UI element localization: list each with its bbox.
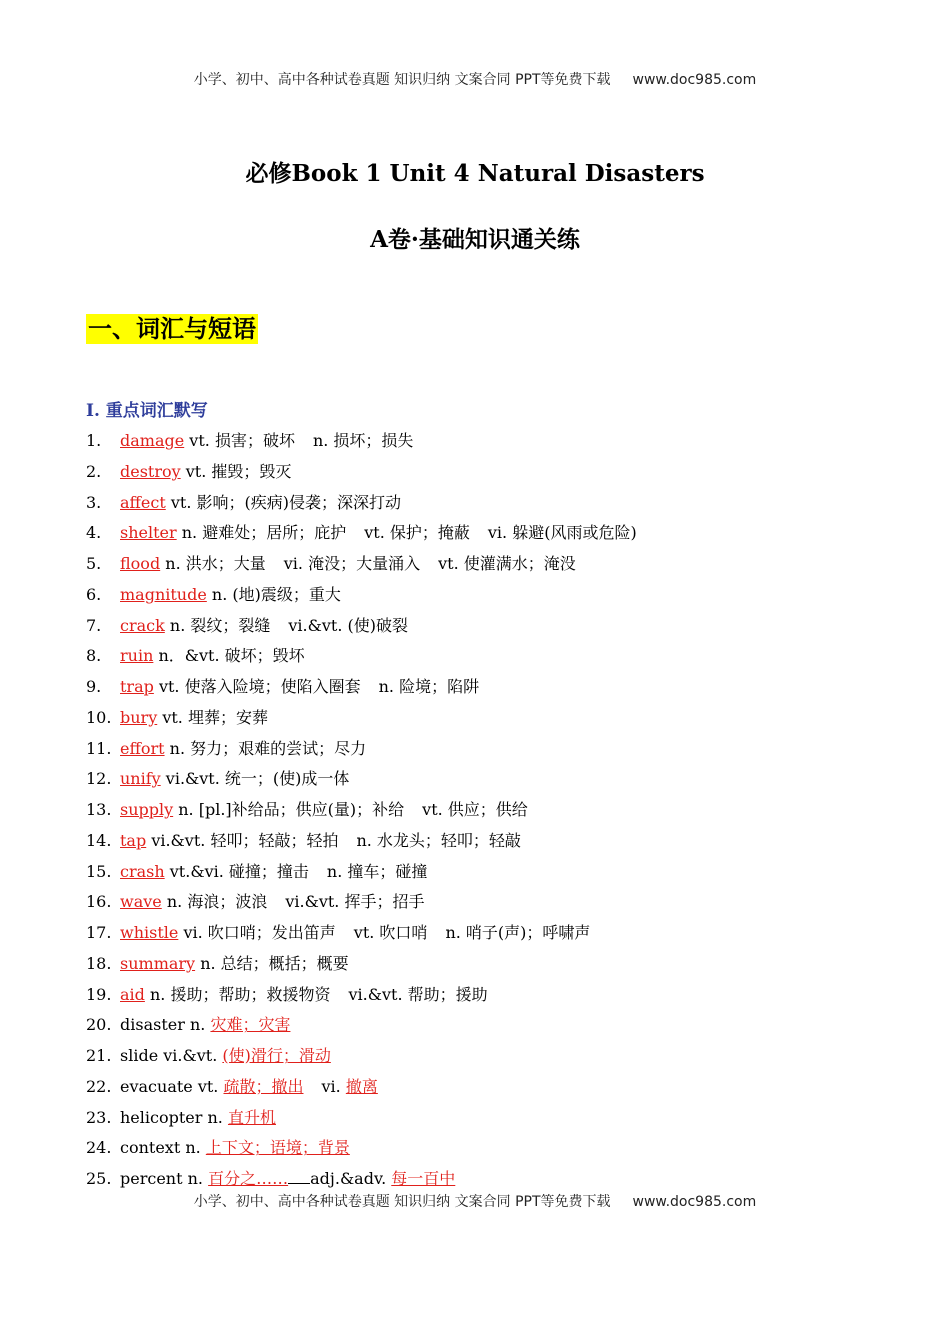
item-number: 1. — [86, 431, 102, 450]
item-number: 21. — [86, 1046, 112, 1065]
vocab-item — [86, 980, 637, 1011]
item-number: 4. — [86, 523, 102, 543]
answer-word: damage — [120, 431, 185, 450]
item-number: 2. — [86, 461, 102, 481]
answer-word: affect — [120, 492, 166, 512]
header-site-link[interactable]: www.doc985.com — [632, 72, 757, 88]
answer-meaning: (使)滑行；滑动 — [222, 1046, 331, 1065]
document-title: 必修Book 1 Unit 4 Natural Disasters — [245, 160, 705, 187]
definition: vi. 吹口哨；发出笛声 — [183, 923, 336, 942]
answer-meaning: 直升机 — [227, 1107, 276, 1127]
answer-word: unify — [120, 769, 161, 789]
word-pos: percent n. — [120, 1169, 203, 1188]
answer-word: ruin — [120, 646, 154, 666]
definition: vi. 躲避(风雨或危险) — [487, 523, 637, 543]
answer-word: aid — [120, 984, 145, 1004]
definition: vt. 供应；供给 — [422, 800, 528, 819]
word-pos: context n. — [120, 1138, 201, 1158]
answer-meaning: 每一百中 — [391, 1169, 456, 1188]
definition: vt. 摧毁；毁灭 — [185, 461, 292, 481]
vocab-item — [86, 826, 637, 857]
definition: vi.&vt. (使)破裂 — [288, 615, 409, 635]
item-number: 13. — [86, 800, 112, 819]
item-number: 7. — [86, 615, 102, 635]
answer-meaning: 灾难；灾害 — [210, 1015, 291, 1035]
item-number: 25. — [86, 1169, 112, 1188]
answer-meaning: 上下文；语境；背景 — [205, 1138, 350, 1158]
definition: n. 总结；概括；概要 — [200, 953, 349, 973]
vocab-item — [86, 518, 637, 549]
item-number: 23. — [86, 1107, 112, 1127]
vocab-item — [86, 734, 637, 765]
answer-word: crack — [120, 615, 165, 635]
vocab-item — [86, 764, 637, 795]
item-number: 14. — [86, 830, 112, 850]
answer-word: crash — [120, 861, 165, 881]
definition: n. 裂纹；裂缝 — [169, 615, 271, 635]
word-pos: slide vi.&vt. — [120, 1046, 218, 1065]
item-number: 8. — [86, 646, 102, 666]
definition: vt. 保护；掩蔽 — [364, 523, 470, 543]
definition: n. 险境；陷阱 — [378, 677, 480, 696]
definition: vt. 吹口哨 — [353, 923, 428, 942]
vocab-item — [86, 580, 637, 611]
vocab-list — [86, 426, 637, 1195]
vocab-item — [86, 887, 637, 918]
vocab-item — [86, 703, 637, 734]
page-header — [0, 69, 950, 89]
definition: vt. 损害；破坏 — [189, 431, 295, 450]
definition: vt. 使灌满水；淹没 — [438, 554, 576, 573]
answer-word: summary — [120, 953, 196, 973]
definition: vt. 使落入险境；使陷入圈套 — [158, 677, 361, 696]
section-heading: 一、词汇与短语 — [88, 314, 256, 343]
definition: vt.&vi. 碰撞；撞击 — [169, 861, 309, 881]
definition: n. 哨子(声)；呼啸声 — [445, 923, 591, 942]
item-number: 20. — [86, 1015, 112, 1035]
answer-meaning: 疏散；撤出 — [223, 1076, 304, 1096]
answer-meaning: 百分之…… — [208, 1169, 289, 1188]
vocab-item — [86, 672, 637, 703]
answer-word: wave — [120, 892, 162, 912]
definition: n. 撞车；碰撞 — [326, 861, 428, 881]
item-number: 19. — [86, 984, 112, 1004]
definition: n. 损坏；损失 — [312, 431, 414, 450]
item-number: 10. — [86, 707, 112, 727]
vocab-item — [86, 918, 637, 949]
answer-word: effort — [120, 738, 165, 758]
vocab-item — [86, 1072, 637, 1103]
item-number: 3. — [86, 492, 102, 512]
answer-word: supply — [120, 800, 174, 819]
answer-word: shelter — [120, 523, 177, 543]
definition: vt. 埋葬；安葬 — [162, 707, 268, 727]
vocab-item — [86, 488, 637, 519]
definition: n. 洪水；大量 — [165, 554, 266, 573]
vocab-item — [86, 1010, 637, 1041]
answer-word: whistle — [120, 923, 179, 942]
answer-word: bury — [120, 707, 158, 727]
word-pos: disaster n. — [120, 1015, 206, 1035]
vocab-item — [86, 457, 637, 488]
word-pos: helicopter n. — [120, 1107, 223, 1127]
definition: vi.&vt. 轻叩；轻敲；轻拍 — [151, 830, 339, 850]
definition: n．&vt. 破坏；毁坏 — [158, 646, 305, 666]
page-footer — [0, 1191, 950, 1211]
sub-heading: I. 重点词汇默写 — [86, 401, 208, 421]
vocab-item — [86, 1133, 637, 1164]
vocab-item — [86, 1041, 637, 1072]
word-pos: evacuate vt. — [120, 1076, 219, 1096]
item-number: 9. — [86, 677, 102, 696]
item-number: 18. — [86, 953, 112, 973]
vocab-item — [86, 1103, 637, 1134]
item-number: 6. — [86, 584, 102, 604]
vocab-item — [86, 641, 637, 672]
answer-word: flood — [120, 554, 161, 573]
item-number: 15. — [86, 861, 112, 881]
word-pos: adj.&adv. — [310, 1169, 387, 1188]
vocab-item — [86, 857, 637, 888]
word-pos: vi. — [321, 1076, 341, 1096]
definition: n. 援助；帮助；救援物资 — [150, 984, 331, 1004]
answer-word: destroy — [120, 461, 181, 481]
definition: vi.&vt. 统一；(使)成一体 — [165, 769, 350, 789]
item-number: 5. — [86, 554, 102, 573]
definition: n. 努力；艰难的尝试；尽力 — [169, 738, 367, 758]
definition: n. 海浪；波浪 — [166, 892, 268, 912]
vocab-item — [86, 949, 637, 980]
header-text: 小学、初中、高中各种试卷真题 知识归纳 文案合同 PPT等免费下载 — [193, 72, 611, 88]
vocab-item — [86, 426, 637, 457]
answer-word: trap — [120, 677, 154, 696]
footer-text: 小学、初中、高中各种试卷真题 知识归纳 文案合同 PPT等免费下载 — [193, 1194, 611, 1210]
answer-word: magnitude — [120, 584, 207, 604]
definition: vi. 淹没；大量涌入 — [283, 554, 421, 573]
item-number: 22. — [86, 1076, 112, 1096]
definition: n. [pl.]补给品；供应(量)；补给 — [178, 800, 405, 819]
blank-line — [288, 1169, 310, 1184]
answer-meaning: 撤离 — [345, 1076, 378, 1096]
document-subtitle: A卷·基础知识通关练 — [370, 226, 580, 253]
footer-site-link[interactable]: www.doc985.com — [632, 1194, 757, 1210]
definition: vt. 影响；(疾病)侵袭；深深打动 — [170, 492, 401, 512]
definition: vi.&vt. 帮助；援助 — [348, 984, 488, 1004]
vocab-item — [86, 795, 637, 826]
definition: n. (地)震级；重大 — [211, 584, 341, 604]
item-number: 16. — [86, 892, 112, 912]
item-number: 12. — [86, 769, 112, 789]
definition: vi.&vt. 挥手；招手 — [285, 892, 425, 912]
item-number: 24. — [86, 1138, 112, 1158]
vocab-item — [86, 611, 637, 642]
answer-word: tap — [120, 830, 147, 850]
definition: n. 水龙头；轻叩；轻敲 — [356, 830, 521, 850]
vocab-item — [86, 549, 637, 580]
definition: n. 避难处；居所；庇护 — [181, 523, 347, 543]
item-number: 11. — [86, 738, 112, 758]
item-number: 17. — [86, 923, 112, 942]
